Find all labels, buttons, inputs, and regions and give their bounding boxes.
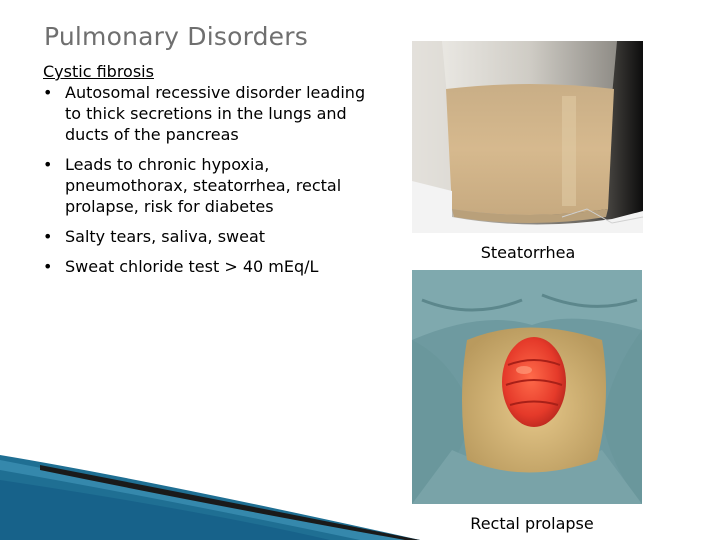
steatorrhea-photo	[412, 41, 643, 233]
bullet-icon: •	[43, 257, 53, 276]
rectal-prolapse-illustration	[412, 270, 642, 504]
bullet-icon: •	[43, 227, 53, 246]
bullet-text: Leads to chronic hypoxia, pneumothorax, steatorrhea, rectal prolapse, risk for diabetes	[65, 155, 342, 216]
steatorrhea-illustration	[412, 41, 643, 233]
bullet-list	[43, 82, 383, 286]
bullet-item	[43, 154, 383, 217]
steatorrhea-caption: Steatorrhea	[480, 243, 576, 262]
bullet-text: Sweat chloride test > 40 mEq/L	[65, 257, 319, 276]
bullet-icon: •	[43, 155, 53, 174]
slide-title: Pulmonary Disorders	[44, 22, 308, 51]
bullet-text: Autosomal recessive disorder leading to thick secretions in the lungs and ducts of the pancreas	[65, 83, 366, 144]
rectal-prolapse-photo	[412, 270, 642, 504]
rectal-prolapse-caption: Rectal prolapse	[470, 514, 594, 533]
bullet-item	[43, 82, 383, 145]
bullet-item	[43, 256, 383, 277]
decorative-swoosh	[0, 440, 420, 540]
bullet-icon: •	[43, 83, 53, 102]
bullet-text: Salty tears, saliva, sweat	[65, 227, 266, 246]
bullet-item	[43, 226, 383, 247]
section-subtitle: Cystic fibrosis	[43, 62, 154, 81]
